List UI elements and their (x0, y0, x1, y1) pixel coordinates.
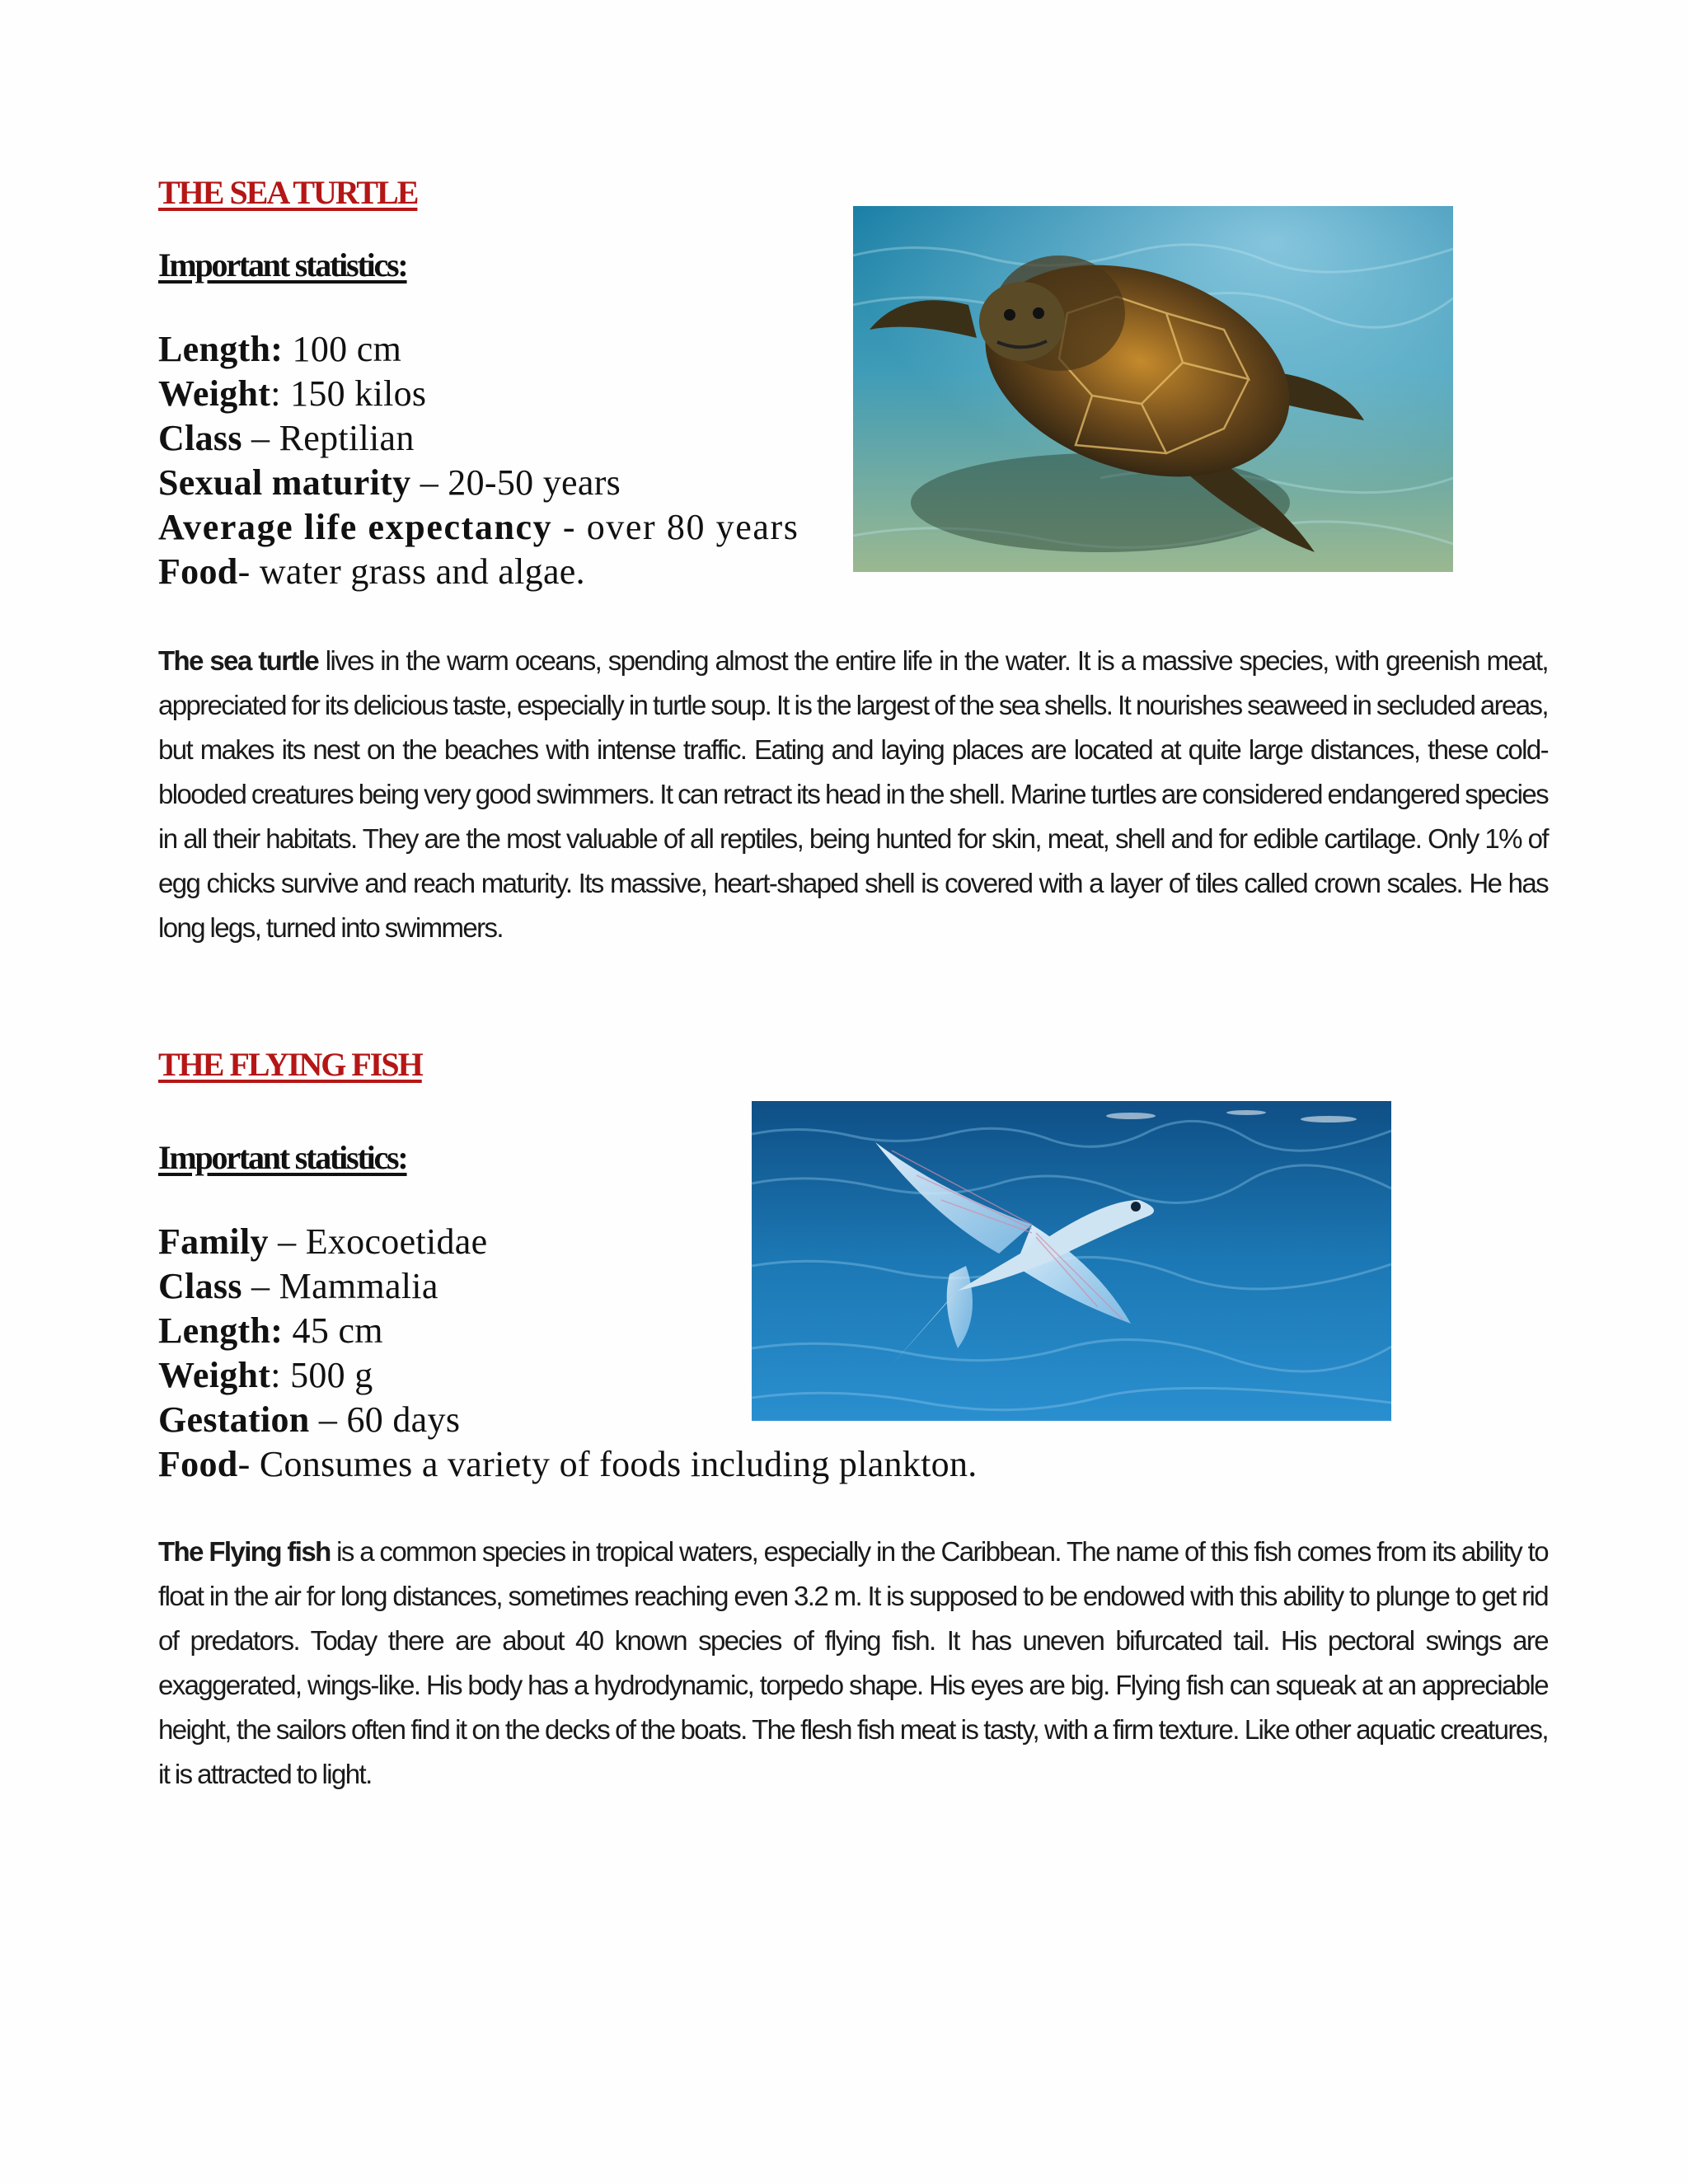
stat-family: Family – Exocoetidae (158, 1221, 488, 1262)
stat-weight: Weight: 150 kilos (158, 373, 427, 414)
stat-life-expectancy: Average life expectancy - over 80 years (158, 507, 799, 547)
stat-food: Food- Consumes a variety of foods including plankton. (158, 1444, 978, 1484)
fish-description: The Flying fish is a common species in tropical waters, especially in the Caribbean. The name of this fish comes from its ability to float in the air for long distances, sometimes reaching even 3.2 m. It is supposed to be endowed with this ability to plunge to get rid of predators. Today there are about 40 known species of flying fish. It has uneven bifurcated tail. His pectoral swings are exaggerated, wings-like. His body has a hydrodynamic, torpedo shape. His eyes are big. Flying fish can squeak at an appreciable height, the sailors often find it on the decks of the boats. The flesh fish meat is tasty, with a firm texture. Like other aquatic creatures, it is attracted to light. (158, 1536, 1548, 1789)
stat-weight: Weight: 500 g (158, 1355, 373, 1395)
stat-class: Class – Mammalia (158, 1266, 438, 1306)
stat-class: Class – Reptilian (158, 418, 415, 458)
turtle-description: The sea turtle lives in the warm oceans, spending almost the entire life in the water. It is a massive species, with greenish meat, appreciated for its delicious taste, especially in turtle soup. It is the largest of the sea shells. It nourishes seaweed in secluded areas, but makes its nest on the beaches with intense traffic. Eating and laying places are located at quite large distances, these cold-blooded creatures being very good swimmers. It can retract its head in the shell. Marine turtles are considered endangered species in all their habitats. They are the most valuable of all reptiles, being hunted for skin, meat, shell and for edible cartilage. Only 1% of egg chicks survive and reach maturity. Its massive, heart-shaped shell is covered with a layer of tiles called crown scales. He has long legs, turned into swimmers. (158, 645, 1548, 943)
fish-section-title: THE FLYING FISH (158, 1046, 422, 1083)
sea-turtle-photo (853, 206, 1453, 572)
stat-gestation: Gestation – 60 days (158, 1399, 461, 1440)
turtle-section-title: THE SEA TURTLE (158, 174, 418, 211)
fish-stats-heading: Important statistics: (158, 1139, 407, 1176)
stat-sexual-maturity: Sexual maturity – 20-50 years (158, 462, 621, 503)
stat-food: Food- water grass and algae. (158, 551, 585, 592)
turtle-stats-heading: Important statistics: (158, 246, 407, 284)
stat-length: Length: 100 cm (158, 329, 402, 369)
turtle-stats-list (158, 327, 799, 594)
stat-length: Length: 45 cm (158, 1310, 383, 1351)
flying-fish-photo (752, 1101, 1391, 1421)
